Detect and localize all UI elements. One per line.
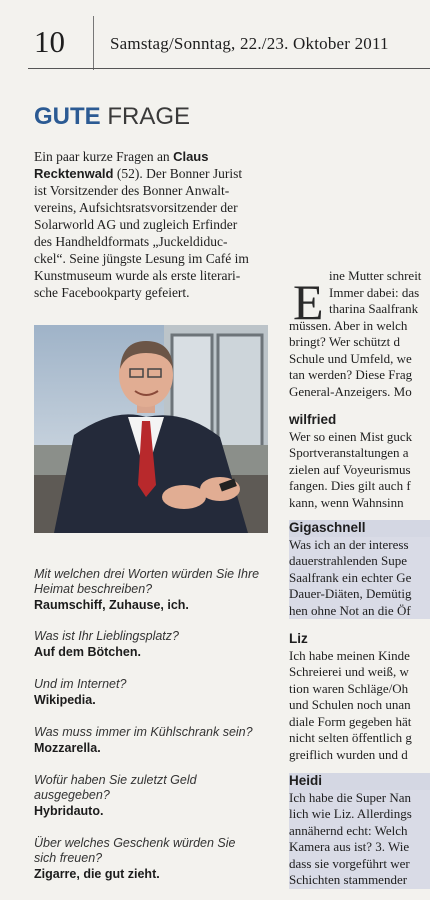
answer-text: Auf dem Bötchen.	[34, 645, 141, 659]
page-number: 10	[34, 24, 65, 59]
comment-line: lich wie Liz. Allerdings	[289, 806, 412, 821]
question-text: Wofür haben Sie zuletzt Geld	[34, 773, 197, 787]
comment-line: kann, wenn Wahnsinn	[289, 494, 404, 510]
title-regular: FRAGE	[107, 103, 191, 130]
section-title	[34, 103, 190, 131]
header-rule	[28, 68, 430, 69]
article-line: ine Mutter schreit	[329, 268, 422, 283]
header-divider	[93, 16, 94, 70]
drop-cap: E	[293, 274, 324, 330]
article-line: müssen. Aber in welch	[289, 317, 408, 333]
answer-text: Zigarre, die gut zieht.	[34, 867, 160, 881]
comment-line: Kamera aus ist? 3. Wie	[289, 839, 410, 854]
dateline: Samstag/Sonntag, 22./23. Oktober 2011	[110, 34, 389, 53]
comment-heidi	[289, 773, 430, 889]
question-text: Was muss immer im Kühlschrank sein?	[34, 725, 253, 739]
intro-line: ist Vorsitzender des Bonner Anwalt-	[34, 183, 230, 198]
intro-line: Solarworld AG und zugleich Erfinder	[34, 217, 238, 232]
comment-line: dauerstrahlenden Supe	[289, 553, 408, 568]
answer-text: Mozzarella.	[34, 741, 101, 755]
intro-line: des Handheldformats „Juckeldiduc-	[34, 234, 228, 249]
comment-line: hen ohne Not an die Öf	[289, 602, 411, 618]
comment-author: Gigaschnell	[289, 520, 430, 537]
comment-author: Heidi	[289, 773, 430, 790]
comment-line: zielen auf Voyeurismus	[289, 461, 411, 477]
question-text: Heimat beschreiben?	[34, 582, 153, 596]
comment-line: Schichten stammender	[289, 872, 408, 887]
comment-line: Was ich an der interess	[289, 536, 409, 552]
question-text: Und im Internet?	[34, 677, 127, 691]
comment-wilfried	[289, 412, 430, 511]
qa-item	[34, 725, 274, 756]
question-text: ausgegeben?	[34, 788, 110, 802]
intro-text	[34, 148, 270, 301]
comment-line: Ich habe meinen Kinde	[289, 647, 410, 663]
intro-line: Recktenwald (52). Der Bonner Jurist	[34, 166, 243, 181]
comment-author: Liz	[289, 631, 308, 646]
qa-item	[34, 677, 274, 708]
question-text: sich freuen?	[34, 851, 103, 865]
qa-item	[34, 629, 274, 660]
intro-line: ckel“. Seine jüngste Lesung im Café im	[34, 251, 249, 266]
article-line: tan werden? Diese Frag	[289, 367, 413, 382]
comment-line: annähernd echt: Welch	[289, 822, 408, 838]
person-name-first: Claus	[173, 149, 209, 164]
reader-comments-column	[289, 268, 430, 900]
comment-line: und Schulen noch unan	[289, 697, 411, 712]
comment-line: diale Form gegeben hät	[289, 713, 412, 729]
comment-line: Dauer-Diäten, Demütig	[289, 586, 412, 601]
comment-liz	[289, 631, 430, 763]
intro-line: vereins, Aufsichtsratsvorsitzender der	[34, 200, 238, 215]
question-text: Mit welchen drei Worten würden Sie Ihre	[34, 567, 260, 581]
comment-line: nicht selten öffentlich g	[289, 730, 412, 745]
answer-text: Wikipedia.	[34, 693, 96, 707]
article-line: bringt? Wer schützt d	[289, 334, 400, 349]
qa-item	[34, 773, 274, 819]
comment-line: fangen. Dies gilt auch f	[289, 478, 411, 493]
answer-text: Raumschiff, Zuhause, ich.	[34, 598, 189, 612]
comment-line: tion waren Schläge/Oh	[289, 680, 409, 696]
article-line: Schule und Umfeld, we	[289, 350, 412, 366]
article-line: Immer dabei: das	[329, 284, 420, 300]
answer-text: Hybridauto.	[34, 804, 104, 818]
qa-item	[34, 836, 274, 882]
comment-line: Sportveranstaltungen a	[289, 445, 409, 460]
comment-line: Wer so einen Mist guck	[289, 428, 413, 444]
intro-line: sche Facebookparty gefeiert.	[34, 285, 190, 300]
comment-gigaschnell	[289, 520, 430, 619]
article-line: tharina Saalfrank	[329, 301, 419, 316]
title-bold: GUTE	[34, 103, 101, 130]
comment-line: Ich habe die Super Nan	[289, 789, 412, 805]
intro-line: Ein paar kurze Fragen an Claus	[34, 149, 209, 164]
comment-line: Saalfrank ein echter Ge	[289, 569, 412, 585]
article-line: General-Anzeigers. Mo	[289, 383, 412, 399]
comment-line: Schreierei und weiß, w	[289, 664, 409, 679]
question-text: Über welches Geschenk würden Sie	[34, 836, 236, 850]
person-name-last: Recktenwald	[34, 166, 114, 181]
comment-line: greiflich wurden und d	[289, 746, 408, 762]
comment-author: wilfried	[289, 412, 337, 427]
qa-item	[34, 567, 274, 613]
intro-line: Kunstmuseum wurde als erste literari-	[34, 268, 241, 283]
question-text: Was ist Ihr Lieblingsplatz?	[34, 629, 179, 643]
comment-line: dass sie vorgeführt wer	[289, 855, 410, 871]
portrait-photo	[34, 325, 268, 533]
